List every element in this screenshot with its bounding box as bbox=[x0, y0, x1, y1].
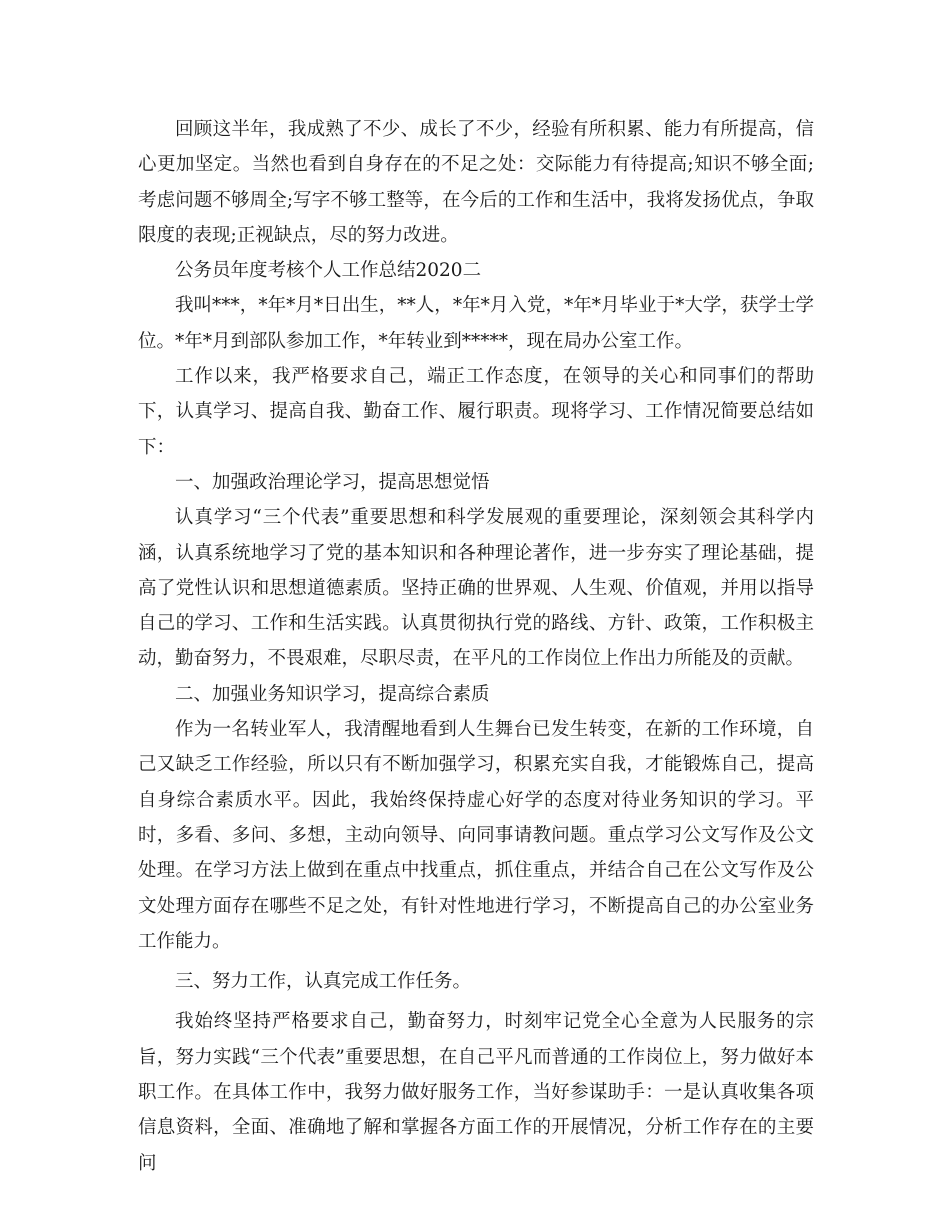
section-heading-1: 一、加强政治理论学习，提高思想觉悟 bbox=[175, 471, 490, 493]
section-heading-2: 二、加强业务知识学习，提高综合素质 bbox=[175, 683, 490, 705]
section-heading-3: 三、努力工作，认真完成工作任务。 bbox=[175, 971, 472, 993]
paragraph-intro: 工作以来，我严格要求自己，端正工作态度，在领导的关心和同事们的帮助下，认真学习、提高自我、勤奋工作、履行职责。现将学习、工作情况简要总结如下： bbox=[138, 366, 814, 458]
paragraph-section-3: 我始终坚持严格要求自己，勤奋努力，时刻牢记党全心全意为人民服务的宗旨，努力实践“三个代表”重要思想，在自己平凡而普通的工作岗位上，努力做好本职工作。在具体工作中，我努力做好服务工作，当好参谋助手：一是认真收集各项信息资料，全面、准确地了解和掌握各方面工作的开展情况，分析工作存在的主要问 bbox=[138, 1011, 814, 1174]
paragraph-review: 回顾这半年，我成熟了不少、成长了不少，经验有所积累、能力有所提高，信心更加坚定。当然也看到自身存在的不足之处：交际能力有待提高;知识不够全面;考虑问题不够周全;写字不够工整等，在今后的工作和生活中，我将发扬优点，争取限度的表现;正视缺点，尽的努力改进。 bbox=[138, 119, 814, 246]
document-body bbox=[138, 112, 814, 1181]
document-title: 公务员年度考核个人工作总结2020二 bbox=[175, 260, 482, 282]
paragraph-section-2: 作为一名转业军人，我清醒地看到人生舞台已发生转变，在新的工作环境，自己又缺乏工作经验，所以只有不断加强学习，积累充实自我，才能锻炼自己，提高自身综合素质水平。因此，我始终保持虚心好学的态度对待业务知识的学习。平时，多看、多问、多想，主动向领导、向同事请教问题。重点学习公文写作及公文处理。在学习方法上做到在重点中找重点，抓住重点，并结合自己在公文写作及公文处理方面存在哪些不足之处，有针对性地进行学习，不断提高自己的办公室业务工作能力。 bbox=[138, 719, 814, 952]
paragraph-section-1: 认真学习“三个代表”重要思想和科学发展观的重要理论，深刻领会其科学内涵，认真系统地学习了党的基本知识和各种理论著作，进一步夯实了理论基础，提高了党性认识和思想道德素质。坚持正确的世界观、人生观、价值观，并用以指导自己的学习、工作和生活实践。认真贯彻执行党的路线、方针、政策，工作积极主动，勤奋努力，不畏艰难，尽职尽责，在平凡的工作岗位上作出力所能及的贡献。 bbox=[138, 507, 814, 670]
paragraph-personal-info: 我叫***，*年*月*日出生，**人，*年*月入党，*年*月毕业于*大学，获学士学位。*年*月到部队参加工作，*年转业到*****，现在局办公室工作。 bbox=[138, 295, 814, 352]
